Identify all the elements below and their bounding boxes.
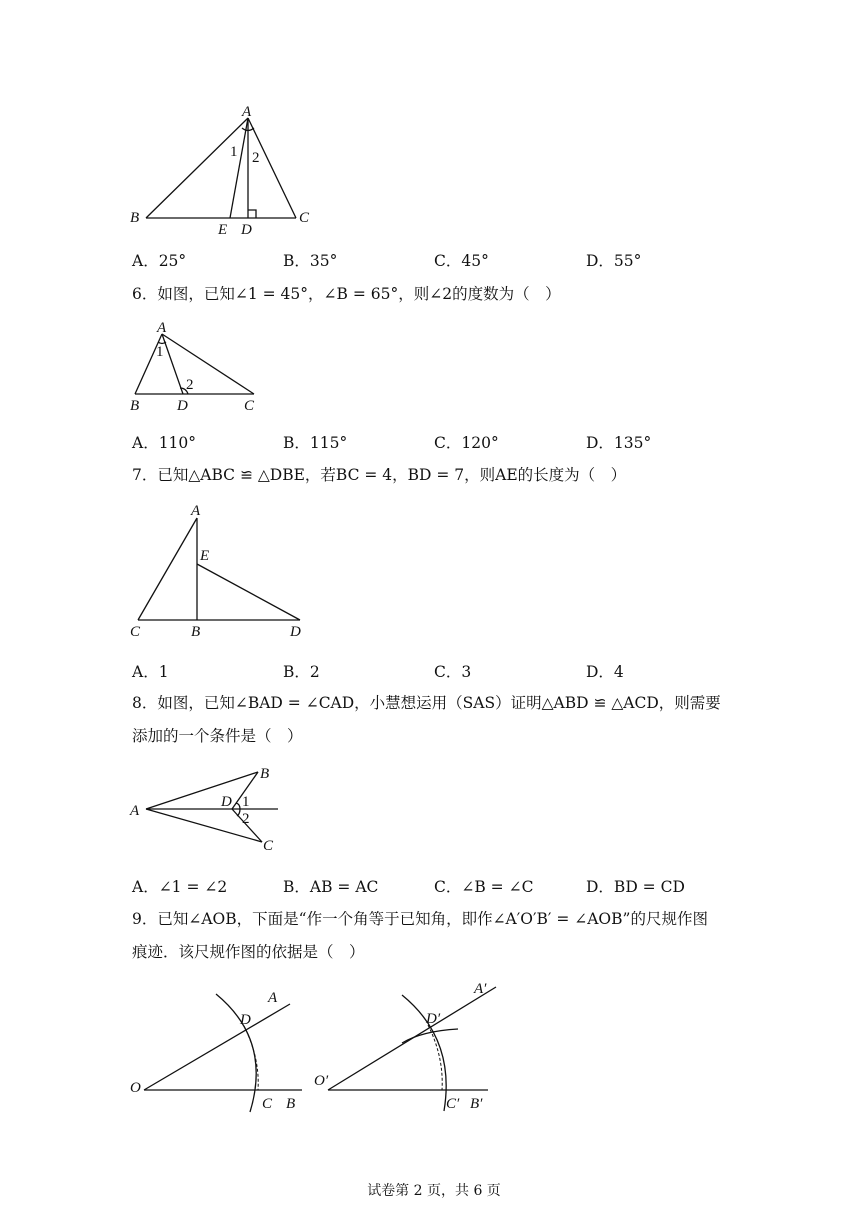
q5-option-c[interactable]: C．45° <box>434 252 489 270</box>
q7-stem: 7．已知△ABC ≌ △DBE，若BC = 4，BD = 7，则AE的长度为（ ） <box>132 466 627 484</box>
q6-option-b[interactable]: B．115° <box>283 434 348 452</box>
q5-right-angle-mark <box>248 210 256 218</box>
q6-label-c: C <box>244 398 255 414</box>
q9f1-ray-oa <box>144 1004 290 1090</box>
q8-stem-line2: 添加的一个条件是（ ） <box>132 727 303 745</box>
q7-option-c[interactable]: C．3 <box>434 663 472 681</box>
q6-option-a[interactable]: A．110° <box>132 434 197 452</box>
q8-label-d: D <box>221 794 232 810</box>
q9f1-label-b: B <box>286 1096 296 1112</box>
q5-line-ac <box>248 118 296 218</box>
q8-label-a: A <box>130 803 140 819</box>
q7-line-ed <box>197 564 300 620</box>
q5-option-d[interactable]: D．55° <box>586 252 642 270</box>
q8-option-d[interactable]: D．BD = CD <box>586 878 685 896</box>
q5-label-2: 2 <box>252 150 260 166</box>
q9f2-small-arc <box>402 1029 458 1043</box>
q7-label-d: D <box>290 624 301 640</box>
q8-angle-arc-2 <box>237 809 240 816</box>
q8-stem-line1: 8．如图，已知∠BAD = ∠CAD，小慧想运用（SAS）证明△ABD ≌ △ACD，则需要 <box>132 694 721 712</box>
q8-option-a[interactable]: A．∠1 = ∠2 <box>132 878 228 896</box>
q6-option-d[interactable]: D．135° <box>586 434 652 452</box>
q9-figure-1 <box>120 980 320 1120</box>
q8-angle-arc-1 <box>236 803 240 809</box>
page-footer: 试卷第 2 页，共 6 页 <box>367 1183 501 1199</box>
q9f1-label-o: O <box>130 1080 141 1096</box>
q5-option-a[interactable]: A．25° <box>132 252 187 270</box>
q5-label-e: E <box>218 222 228 238</box>
q7-option-d[interactable]: D．4 <box>586 663 624 681</box>
q7-label-c: C <box>130 624 141 640</box>
q7-label-e: E <box>200 548 210 564</box>
q9f2-label-c: C′ <box>446 1096 460 1112</box>
q9-stem-line1: 9．已知∠AOB，下面是“作一个角等于已知角，即作∠A′O′B′ = ∠AOB”的尺规作图 <box>132 910 708 928</box>
q8-label-2: 2 <box>242 811 250 827</box>
q5-option-b[interactable]: B．35° <box>283 252 338 270</box>
q6-figure <box>120 318 280 418</box>
q6-line-ac <box>162 334 254 394</box>
q5-figure <box>120 100 340 240</box>
q9f2-label-a: A′ <box>474 981 487 997</box>
q8-figure <box>120 760 300 860</box>
q6-stem: 6．如图，已知∠1 = 45°，∠B = 65°，则∠2的度数为（ ） <box>132 285 561 303</box>
q8-option-b[interactable]: B．AB = AC <box>283 878 379 896</box>
q9-figure-2 <box>310 975 510 1120</box>
q6-label-d: D <box>177 398 188 414</box>
q6-label-a: A <box>157 320 167 336</box>
q9f1-label-d: D <box>240 1012 251 1028</box>
q7-label-b: B <box>191 624 201 640</box>
q6-label-2: 2 <box>186 377 194 393</box>
q9-stem-line2: 痕迹．该尺规作图的依据是（ ） <box>132 943 365 961</box>
q8-label-b: B <box>260 766 270 782</box>
q7-figure <box>120 498 320 644</box>
q6-option-c[interactable]: C．120° <box>434 434 499 452</box>
q8-label-1: 1 <box>242 794 250 810</box>
q9f2-label-d: D′ <box>426 1011 441 1027</box>
q7-option-b[interactable]: B．2 <box>283 663 320 681</box>
q7-option-a[interactable]: A．1 <box>132 663 169 681</box>
q9f2-label-b: B′ <box>470 1096 483 1112</box>
q9f1-label-a: A <box>268 990 278 1006</box>
q5-label-b: B <box>130 210 140 226</box>
q6-label-1: 1 <box>156 344 164 360</box>
q9f1-label-c: C <box>262 1096 273 1112</box>
q8-option-c[interactable]: C．∠B = ∠C <box>434 878 534 896</box>
q5-label-c: C <box>299 210 310 226</box>
q7-label-a: A <box>191 503 201 519</box>
q9f2-label-o: O′ <box>314 1073 329 1089</box>
q8-label-c: C <box>263 838 274 854</box>
q5-label-1: 1 <box>230 144 238 160</box>
q5-label-d: D <box>241 222 252 238</box>
q6-line-ab <box>135 334 162 394</box>
q7-line-ac <box>138 518 197 620</box>
q5-label-a: A <box>242 104 252 120</box>
q6-label-b: B <box>130 398 140 414</box>
